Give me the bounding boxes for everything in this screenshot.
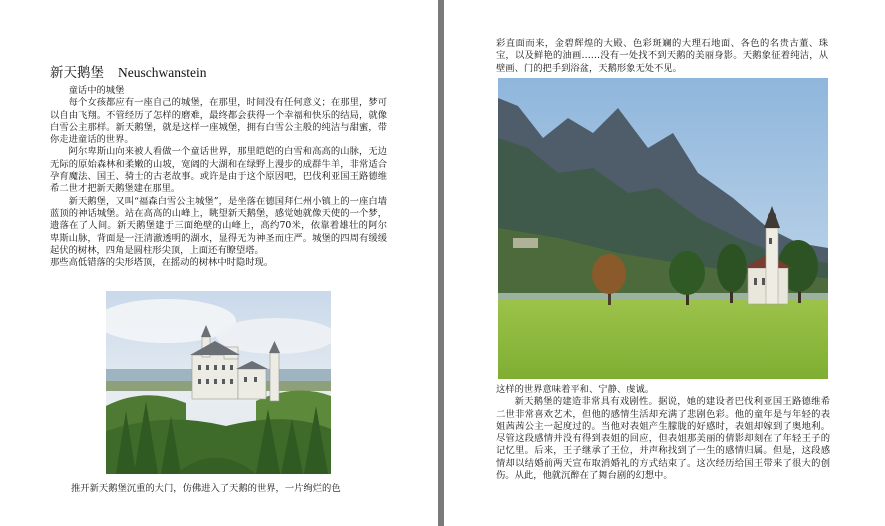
page-title [50, 61, 206, 81]
paragraph-line: 这样的世界意味着平和、宁静、虔诚。 [496, 384, 655, 395]
paragraph-continuation: 那些高低错落的尖形塔顶，在摇动的树林中时隐时现。 [50, 257, 274, 269]
paragraph: 新天鹅堡，又叫“福森白雪公主城堡”，是坐落在德国拜仁州小镇上的一座白墙蓝顶的神话城堡。站在高高的山峰上，眺望新天鹅堡，感觉她就像天使的一个梦，遗落在了人间。新天鹅堡建于三面绝壁的山峰上，高约70米，依靠着雄壮的阿尔卑斯山脉，背面是一汪清澈透明的湖水，显得无为神圣而庄严。城堡的四周有缓缓起伏的树林，四角是圆柱形尖顶，上面还有瞭望塔。 [50, 195, 387, 256]
title-english: Neuschwanstein [118, 65, 207, 80]
title-chinese: 新天鹅堡 [50, 65, 104, 81]
left-page-bottom-line: 推开新天鹅堡沉重的大门，仿佛进入了天鹅的世界，一片绚烂的色 [71, 483, 341, 494]
left-body-text [50, 85, 387, 269]
paragraph: 新天鹅堡的建造非常具有戏剧性。据说，她的建设者巴伐利亚国王路德维希二世非常喜欢艺术，但他的感情生活却充满了悲剧色彩。他的童年是与年轻的表姐茜茜公主一起度过的。当他对表姐产生朦胧的好感时，表姐却嫁到了奥地利。尽管这段感情并没有得到表姐的回应，但表姐那美丽的倩影却刻在了年轻王子的记忆里。后来，王子继承了王位，并声称找到了一生的感情归属。但是，这段感情却以结婚前两天宣布取消婚礼的方式结束了。这次经历给国王带来了很大的创伤。从此，他就沉醉在了舞台剧的幻想中。 [496, 396, 830, 482]
alpine-church-photo [498, 78, 828, 379]
left-page [0, 0, 438, 526]
paragraph: 每个女孩都应有一座自己的城堡，在那里，时间没有任何意义；在那里，梦可以自由飞翔。不管经历了怎样的磨难，最终都会获得一个幸福和快乐的结局，就像白雪公主那样。新天鹅堡，就是这样一座城堡，拥有白雪公主般的纯洁与甜蜜，带你走进童话的世界。 [50, 97, 387, 146]
section-subtitle: 童话中的城堡 [68, 85, 125, 96]
paragraph-continuation: 彩直面而来，金碧辉煌的大殿、色彩斑斓的大理石地面、各色的名贵古董、珠宝，以及鲜艳的油画……没有一处找不到天鹅的美丽身影。天鹅象征着纯洁，从壁画、门的把手到浴盆，天鹅形象无处不见。 [496, 38, 828, 74]
right-top-text [496, 38, 828, 75]
right-bottom-text [496, 384, 830, 482]
paragraph: 阿尔卑斯山向来被人看做一个童话世界，那里皑皑的白雪和高高的山脉，无边无际的原始森林和柔嫩的山坡，宽阔的大湖和在绿野上漫步的成群牛羊，非常适合孕育魔法、国王、骑士的古老故事。或许是由于这个原因吧，巴伐利亚国王路德维希二世才把新天鹅堡建在那里。 [50, 146, 387, 195]
castle-photo [106, 291, 331, 474]
